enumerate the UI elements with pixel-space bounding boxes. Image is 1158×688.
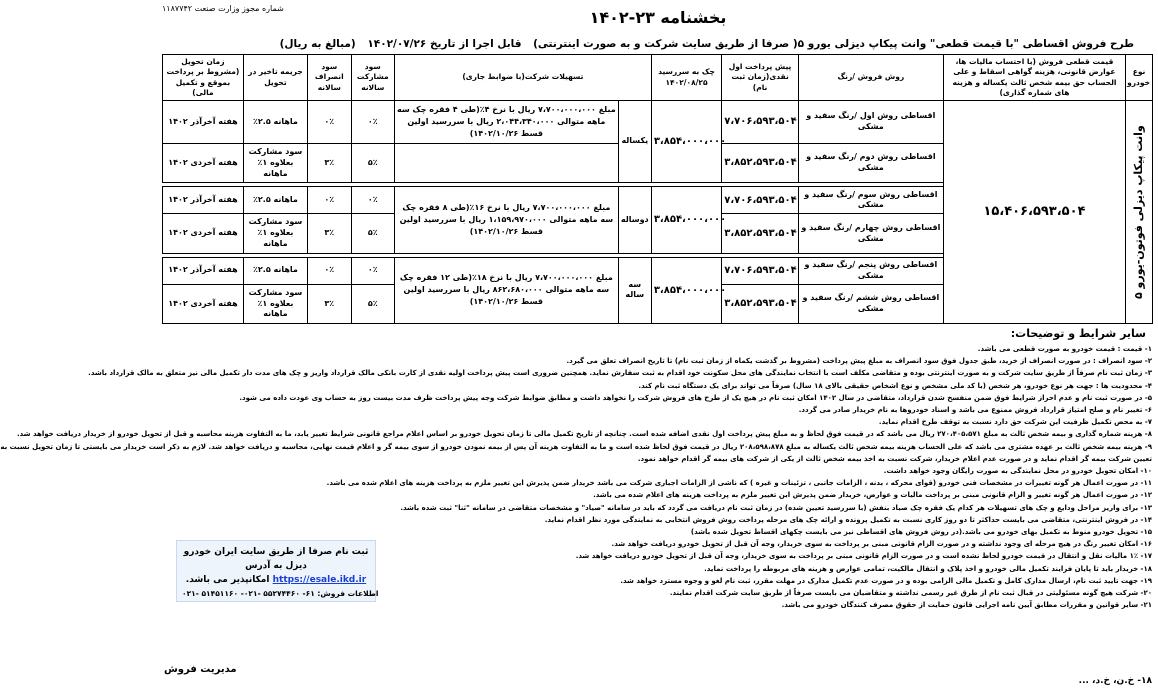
term: دوساله [618,187,651,253]
delivery-time: هفته آخردی ۱۴۰۲ [163,214,244,253]
list-item: ۱۲- در صورت اعمال هر گونه تغییر و الزام قانونی مبنی بر پرداخت مالیات و عوارض، خریدار ضمن پذیرش این تغییر ملزم به پرداخت هزینه های اعلام شده می باشد. [593,491,1152,500]
list-item: ۲۱- سایر قوانین و مقررات مطابق آیین نامه اجرایی قانون حمایت از حقوق مصرف کنندگان خودرو می باشد. [781,601,1152,610]
list-item: ۵- در صورت ثبت نام و عدم احراز شرایط فوق ضمن منفسخ شدن قرارداد، متقاضی در سال ۱۴۰۲ امکان ثبت نام در هیچ یک از طرح های فروش شرکت را نخواهد داشت و مطابق ضوابط شرکت وجه پیش پرداخت ظرف مدت بیست روز به حساب وی عودت داده می شود. [239,393,1152,402]
delivery-time: هفته آخردی ۱۴۰۲ [163,144,244,183]
sale-method: اقساطی روش ششم /رنگ سفید و مشکی [798,284,943,323]
price-table [162,54,1153,324]
list-item: ۱۱- در صورت اعمال هر گونه تغییرات در مشخصات فنی خودرو (قوای محرکه ، بدنه ، الزامات جانبی ، تزئینات و غیره ) که ناشی از الزامات اجباری شرکت می باشد خریدار ضمن پذیرش این تغییر ملزم به پرداخت هزینه های اعلام شده می باشد. [326,479,1152,488]
cancellation-rate: ۳٪ [308,214,351,253]
delay-penalty: سود مشارکت بعلاوه ۱٪ ماهانه [243,284,307,323]
sale-method: اقساطی روش چهارم /رنگ سفید و مشکی [798,214,943,253]
sale-method: اقساطی روش سوم /رنگ سفید و مشکی [798,187,943,214]
table-row [163,101,1153,144]
delivery-time: هفته آخرآذر ۱۴۰۲ [163,187,244,214]
registration-text: ثبت نام صرفا از طریق سایت ایران خودرو دیزل به آدرس [183,547,369,571]
facility-details: مبلغ ۷،۷۰۰،۰۰۰،۰۰۰ ریال با نرخ ۱۸٪(طی ۱۲ فقره چک سه ماهه متوالی ۸۶۲،۶۸۰،۰۰۰ ریال با سررسید اولین قسط ۱۴۰۲/۱۰/۲۶) [395,257,619,323]
due-check: ۳،۸۵۴،۰۰۰،۰۰۰ [651,187,721,253]
registration-link-suffix: امکانپذیر می باشد. [185,575,270,585]
list-item: ۱۳- برای واریز مراحل ودایع و چک های تسهیلات هر کدام یک فقره چک صیاد بنفش (با سررسید تعیین شده) در زمان ثبت نام دریافت می گردد که باید در سامانه "صیاد" و مشخصات متقاضی در سامانه "ثنا" ثبت شده باشد. [400,503,1152,512]
sales-phones: اطلاعات فروش: ۶۱- ۵۵۲۷۴۴۶۰ -۰۲۱- ۵۱۴۵۱۱۶۰ -۰۲۱ [182,589,379,598]
list-item: ۴- محدودیت ها : جهت هر نوع خودرو، هر شخص (با کد ملی مشخص و نوع اشخاص حقیقی بالای ۱۸ سال) صرفاً می تواند برای یک دستگاه ثبت نام کند. [638,381,1152,390]
list-item: تعیین شرکت بیمه گر اقدام نماید و در صورت عدم اعلام خریدار، شرکت نسبت به اخذ بیمه شخص ثالث از یکی از شرکت های بیمه گر اقدام خواهد نمود. [637,454,1152,463]
header-due-check: چک به سررسید ۱۴۰۲/۰۸/۲۵ [651,55,721,101]
plan-unit: (مبالغ به ریال) [279,38,356,50]
conditions-title: سایر شرایط و توضیحات: [1010,327,1146,340]
list-item: ۹- هزینه بیمه شخص ثالث بر عهده مشتری می باشد که علی الحساب هزینه بیمه شخص ثالث یکساله به مبلغ ۲۰۸،۵۹۸،۸۷۸ ریال در قیمت فوق لحاظ شده است و ما به التفاوت هزینه آن پس از بیمه نمودن خودرو از سوی بیمه گر و اعلام قیمت نهایی، محاسبه و دریافت خواهد شد. لازم به ذکر است خریدار می بایستی تا زمان تحویل نسبت به [0,442,1152,451]
delay-penalty: سود مشارکت بعلاوه ۱٪ ماهانه [243,214,307,253]
delay-penalty: ماهانه ۲.۵٪ [243,187,307,214]
prepayment: ۳،۸۵۲،۵۹۳،۵۰۴ [722,214,799,253]
registration-link-line [177,573,375,587]
due-check: ۳،۸۵۴،۰۰۰،۰۰۰ [651,101,721,183]
list-item: ۸- هزینه شماره گذاری و بیمه شخص ثالث به مبلغ ۲۷۰،۴۰۵،۵۷۱ ریال می باشد که در قیمت فوق لحاظ و به مبلغ پیش پرداخت اول نقدی اضافه شده است. چنانچه از تاریخ تکمیل مالی تا زمان تحویل خودرو بر اساس اعلام مراجع قانونی شرایط تغییر یابد، ما به التفاوت هزینه محاسبه و قبل از تحویل خودرو از خریدار دریافت خواهد شد. [16,430,1152,439]
facility-details: مبلغ ۷،۷۰۰،۰۰۰،۰۰۰ ریال با نرخ ۴٪(طی ۴ فقره چک سه ماهه متوالی ۲،۰۴۴،۳۴۰،۰۰۰ ریال با سررسید اولین قسط ۱۴۰۲/۱۰/۲۶) [395,101,619,144]
list-item: ۱۰- امکان تحویل خودرو در محل نمایندگی به صورت رایگان وجود خواهد داشت. [883,467,1152,476]
table-header-row [163,55,1153,101]
list-item: ۷- به محض تکمیل ظرفیت این شرکت حق دارد نسبت به توقف طرح اقدام نماید. [878,418,1152,427]
sale-method: اقساطی روش دوم /رنگ سفید و مشکی [798,144,943,183]
prepayment: ۳،۸۵۲،۵۹۳،۵۰۴ [722,144,799,183]
list-item: ۱۶- امکان تغییر رنگ در هیچ مرحله ای وجود نداشته و در صورت الزام قانونی مبنی بر پرداخت به سوی خریدار، وجه آن قبل از تحویل خودرو دریافت خواهد شد. [611,540,1152,549]
circular-title: بخشنامه ۲۳-۱۴۰۲ [589,8,727,27]
list-item: ۲۰- شرکت هیچ گونه مسئولیتی در قبال ثبت نام از طرق غیر رسمی نداشته و متقاضیان می بایست صرفاً از طریق سایت شرکت اقدام نمایند. [669,589,1152,598]
header-cancellation: سود انصراف سالانه [308,55,351,101]
due-check: ۳،۸۵۴،۰۰۰،۰۰۰ [651,257,721,323]
registration-link[interactable]: https://esale.ikd.ir [272,575,367,585]
facility-details-continued [395,144,619,183]
cancellation-rate: ۰٪ [308,257,351,284]
cancellation-rate: ۳٪ [308,284,351,323]
final-price: ۱۵،۴۰۶،۵۹۳،۵۰۴ [943,101,1125,324]
list-item: ۶- تغییر نام و صلح امتیاز قرارداد فروش ممنوع می باشد و اسناد خودروها به نام خریدار صادر می گردد. [798,406,1152,415]
term: یکساله [618,101,651,183]
header-delivery: زمان تحویل (مشروط بر پرداخت بموقع و تکمیل مالی) [163,55,244,101]
delivery-time: هفته آخردی ۱۴۰۲ [163,284,244,323]
list-item: ۳- زمان ثبت نام صرفاً از طریق سایت شرکت و به صورت اینترنتی بوده و متقاضی مکلف است با انتخاب نمایندگی های محل سکونت خود اقدام به ثبت سفارش نماید. همچنین ضروری است پیش پرداخت اولیه نقدی از کارت بانکی مالک قرارداد واریز و چک های مدت دار تکمیل مالی نیز متعلق به مالک قرارداد باشد. [88,369,1152,378]
header-facilities: تسهیلات شرکت(با ضوابط جاری) [395,55,652,101]
term: سه ساله [618,257,651,323]
prepayment: ۷،۷۰۶،۵۹۳،۵۰۴ [722,101,799,144]
delay-penalty: سود مشارکت بعلاوه ۱٪ ماهانه [243,144,307,183]
sale-method: اقساطی روش پنجم /رنگ سفید و مشکی [798,257,943,284]
list-item: ۱۹- جهت تایید ثبت نام، ارسال مدارک کامل و تکمیل مالی الزامی بوده و در صورت عدم تکمیل مدارک در مهلت مقرر، ثبت نام لغو و وجوه مسترد خواهد شد. [620,576,1152,585]
participation-rate: ۵٪ [351,214,394,253]
license-number: شماره مجوز وزارت صنعت ۱۱۸۷۷۴۲ [162,4,284,13]
list-item: ۱- قیمت : قیمت خودرو به صورت قطعی می باشد. [977,345,1152,353]
sales-management-signature: مدیریت فروش [164,664,237,675]
car-model: وانت پیکاپ دیزلی فوتون-یورو ۵ [1126,101,1153,324]
header-sale-method: روش فروش /رنگ [798,55,943,101]
plan-subtitle [279,38,1138,50]
header-delay-penalty: جریمه تاخیر در تحویل [243,55,307,101]
header-prepayment: پیش پرداخت اول نقدی(زمان ثبت نام) [722,55,799,101]
footer-note: ۱۸- خ.ن، خ.د، ... [1078,676,1152,686]
list-item: ۲- سود انصراف : در صورت انصراف از خرید، طبق جدول فوق سود انصراف به مبلغ پیش پرداخت (مشروط بر گذشت یکماه از زمان ثبت نام) تا تاریخ انصراف تعلق می گیرد. [566,357,1152,366]
list-item: ۱۸- خریدار باید تا پایان فرایند تکمیل مالی خودرو و اخذ پلاک و انتقال مالکیت، تمامی عوارض و هزینه های مربوطه را پرداخت نماید. [704,564,1152,573]
participation-rate: ۰٪ [351,187,394,214]
participation-rate: ۵٪ [351,284,394,323]
cancellation-rate: ۰٪ [308,101,351,144]
list-item: ۱۴- در فروش اینترنتی، متقاضی می بایست حداکثر تا دو روز کاری نسبت به تکمیل پرونده و ارائه چک های مرحله پرداخت روش فروش انتخابی به نمایندگی مورد نظر اقدام نماید. [544,515,1152,524]
delivery-time: هفته آخرآذر ۱۴۰۲ [163,257,244,284]
sale-method: اقساطی روش اول /رنگ سفید و مشکی [798,101,943,144]
prepayment: ۷،۷۰۶،۵۹۳،۵۰۴ [722,187,799,214]
facility-details: مبلغ ۷،۷۰۰،۰۰۰،۰۰۰ ریال با نرخ ۱۶٪(طی ۸ فقره چک سه ماهه متوالی ۱،۱۵۹،۹۷۰،۰۰۰ ریال با سررسید اولین قسط ۱۴۰۲/۱۰/۲۶) [395,187,619,253]
list-item: ۱۵- تحویل خودرو منوط به تکمیل بهای خودرو می باشد.(در روش فروش های اقساطی نیز می بایست چکهای اقساط تحویل شده باشد) [690,528,1152,537]
list-item: ۱۷- ۱٪ مالیات نقل و انتقال در قیمت خودرو لحاظ نشده است و در صورت الزام قانونی مبنی بر پرداخت به سوی خریدار، وجه آن قبل از تحویل خودرو دریافت خواهد شد. [575,552,1152,561]
participation-rate: ۰٪ [351,101,394,144]
participation-rate: ۵٪ [351,144,394,183]
plan-name: طرح فروش اقساطی "با قیمت قطعی" وانت پیکاپ دیزلی یورو ۵( صرفا از طریق سایت شرکت و به صورت اینترنتی) [533,38,1134,50]
participation-rate: ۰٪ [351,257,394,284]
prepayment: ۷،۷۰۶،۵۹۳،۵۰۴ [722,257,799,284]
cancellation-rate: ۳٪ [308,144,351,183]
cancellation-rate: ۰٪ [308,187,351,214]
delay-penalty: ماهانه ۲.۵٪ [243,101,307,144]
delay-penalty: ماهانه ۲.۵٪ [243,257,307,284]
header-car-type: نوع خودرو [1126,55,1153,101]
plan-date: قابل اجرا از تاریخ ۱۴۰۲/۰۷/۲۶ [367,38,522,50]
header-final-price: قیمت قطعی فروش (با احتساب مالیات ها، عوارض قانونی، هزینه گواهی اسقاط و علی الحساب حق بیمه شخص ثالث یکساله و هزینه های شماره گذاری) [943,55,1125,101]
prepayment: ۳،۸۵۲،۵۹۳،۵۰۴ [722,284,799,323]
header-participation: سود مشارکت سالانه [351,55,394,101]
delivery-time: هفته آخرآذر ۱۴۰۲ [163,101,244,144]
